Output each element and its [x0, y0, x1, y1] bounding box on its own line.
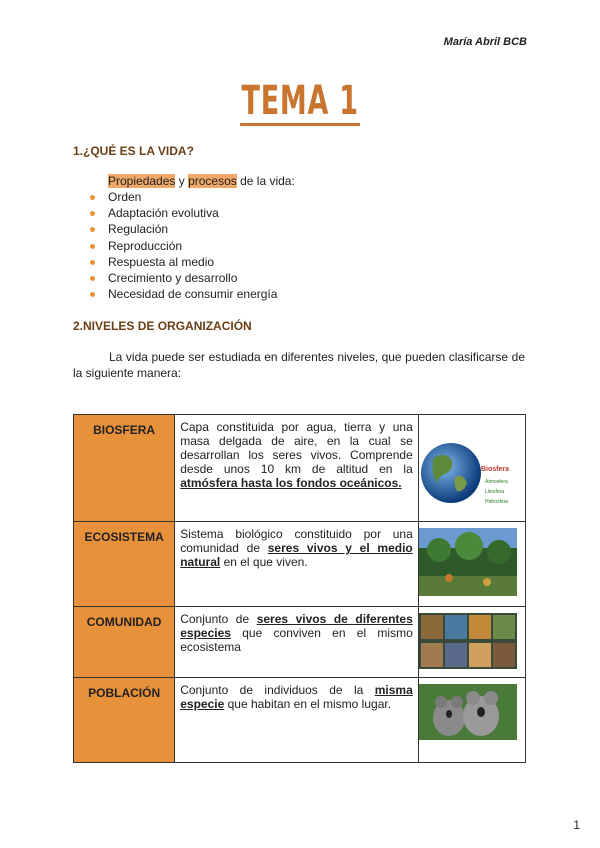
level-image-cell	[418, 522, 525, 607]
author-name: María Abril BCB	[443, 36, 527, 48]
levels-paragraph: La vida puede ser estudiada en diferentes niveles, que pueden clasificarse de la siguiente manera:	[73, 350, 525, 380]
table-row	[74, 678, 526, 763]
level-name: COMUNIDAD	[74, 607, 175, 678]
list-item: Adaptación evolutiva	[88, 205, 277, 221]
list-item: Crecimiento y desarrollo	[88, 270, 277, 286]
level-name: POBLACIÓN	[74, 678, 175, 763]
list-item: Respuesta al medio	[88, 254, 277, 270]
level-description: Conjunto de seres vivos de diferentes especies que conviven en el mismo ecosistema	[175, 607, 419, 678]
jungle-image	[419, 528, 517, 596]
intro-line: Propiedades y procesos de la vida:	[108, 174, 295, 188]
page-title: TEMA 1	[241, 78, 359, 124]
level-name: ECOSISTEMA	[74, 522, 175, 607]
svg-text:Atmosfera: Atmosfera	[484, 479, 508, 485]
table-row	[74, 415, 526, 522]
page-number: 1	[573, 818, 580, 832]
levels-table	[73, 414, 526, 763]
properties-list	[88, 189, 277, 302]
list-item: Orden	[88, 189, 277, 205]
level-description: Conjunto de individuos de la misma especie que habitan en el mismo lugar.	[175, 678, 419, 763]
level-image-cell	[418, 607, 525, 678]
level-image-cell	[418, 678, 525, 763]
table-row	[74, 522, 526, 607]
list-item: Regulación	[88, 221, 277, 237]
koala-image	[419, 684, 517, 740]
svg-text:Hidrosfera: Hidrosfera	[484, 499, 508, 505]
level-description: Sistema biológico constituido por una comunidad de seres vivos y el medio natural en el que viven.	[175, 522, 419, 607]
animal-collage-image	[419, 613, 517, 669]
section-heading-niveles: 2.NIVELES DE ORGANIZACIÓN	[73, 319, 252, 333]
level-name: BIOSFERA	[74, 415, 175, 522]
list-item: Reproducción	[88, 238, 277, 254]
earth-globe-image	[419, 427, 517, 517]
level-description: Capa constituida por agua, tierra y una masa delgada de aire, en la cual se desarrollan los seres vivos. Comprende desde unos 10 km de altitud en la atmósfera hasta los fondos oceánicos.	[175, 415, 419, 522]
svg-text:Biosfera: Biosfera	[480, 466, 509, 473]
level-image-cell	[418, 415, 525, 522]
section-heading-vida: 1.¿QUÉ ES LA VIDA?	[73, 144, 194, 158]
table-row	[74, 607, 526, 678]
list-item: Necesidad de consumir energía	[88, 286, 277, 302]
svg-text:Litosfera: Litosfera	[484, 489, 504, 495]
